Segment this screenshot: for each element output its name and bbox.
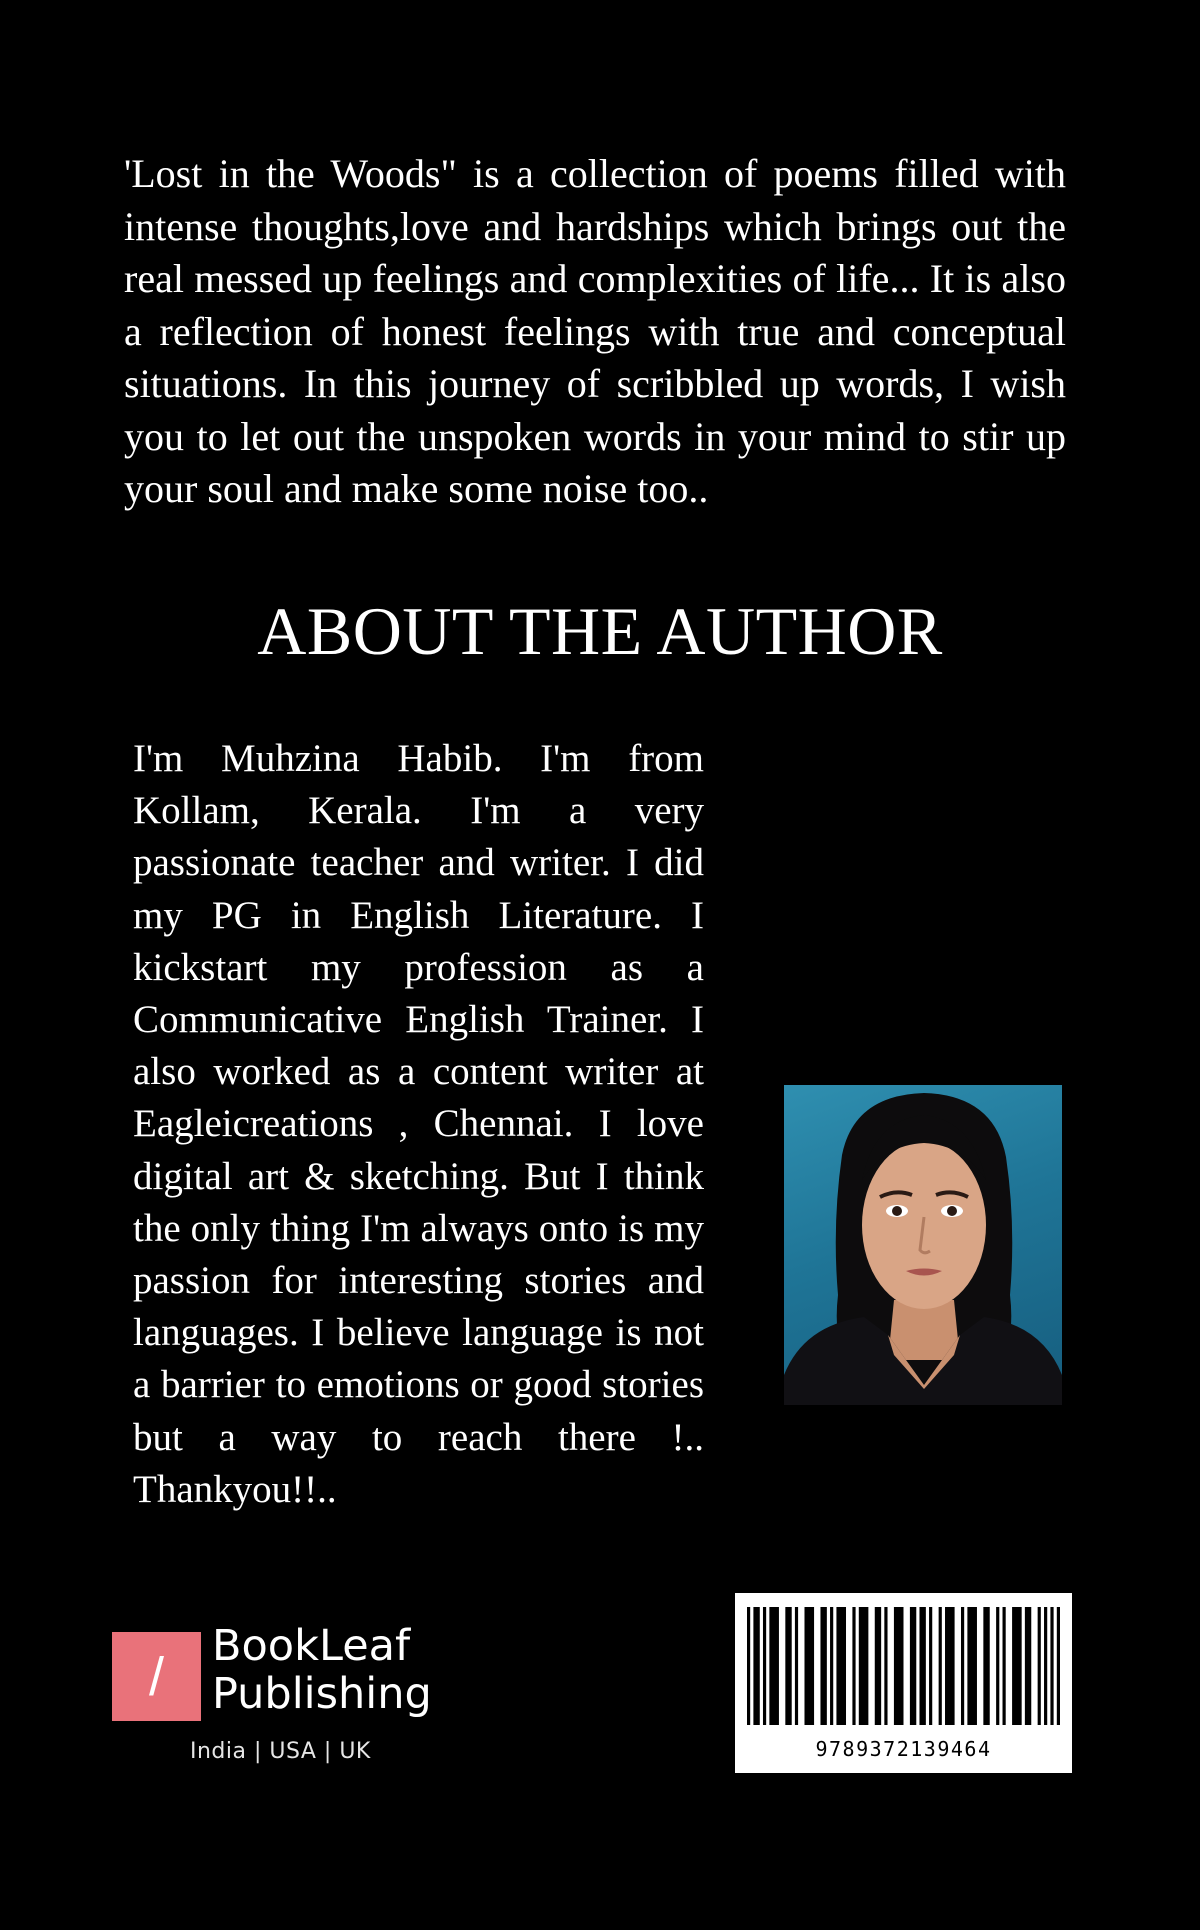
- barcode-bar: [996, 1607, 999, 1725]
- publisher-regions: India | USA | UK: [190, 1739, 371, 1764]
- publisher-name-line1: BookLeaf: [212, 1621, 411, 1671]
- barcode-bar: [939, 1607, 942, 1725]
- barcode-bar: [859, 1607, 869, 1725]
- barcode-bar: [820, 1607, 826, 1725]
- barcode-bar: [795, 1607, 798, 1725]
- barcode-bar: [894, 1607, 904, 1725]
- barcode-bar: [852, 1607, 855, 1725]
- barcode-bar: [961, 1607, 964, 1725]
- barcode-bar: [1038, 1607, 1041, 1725]
- barcode-bar: [830, 1607, 833, 1725]
- barcode-bar: [763, 1607, 766, 1725]
- barcode-bar: [875, 1607, 881, 1725]
- barcode-bar: [1025, 1607, 1031, 1725]
- barcode-bar: [910, 1607, 916, 1725]
- publisher-name: [212, 1622, 432, 1718]
- barcode-bar: [919, 1607, 925, 1725]
- author-portrait-icon: [784, 1085, 1062, 1405]
- barcode-bar: [1012, 1607, 1022, 1725]
- barcode-bar: [1050, 1607, 1053, 1725]
- publisher-logo-mark: [112, 1632, 201, 1721]
- barcode-bar: [1057, 1607, 1060, 1725]
- publisher-name-line2: Publishing: [212, 1669, 432, 1719]
- barcode-bar: [945, 1607, 955, 1725]
- slash-logo-icon: /: [148, 1646, 164, 1707]
- book-blurb: 'Lost in the Woods" is a collection of poems filled with intense thoughts,love and hardships which brings out the real messed up feelings and complexities of life... It is also a reflection of honest feelings with true and conceptual situations. In this journey of scribbled up words, I wish you to let out the unspoken words in your mind to stir up your soul and make some noise too..: [124, 151, 1066, 511]
- barcode-bar: [929, 1607, 932, 1725]
- barcode-bar: [884, 1607, 887, 1725]
- barcode-bar: [1003, 1607, 1006, 1725]
- barcode-bar: [804, 1607, 814, 1725]
- author-bio: I'm Muhzina Habib. I'm from Kollam, Kerala. I'm a very passionate teacher and writer. I did my PG in English Literature. I kickstart my profession as a Communicative English Trainer. I also worked as a content writer at Eagleicreations , Chennai. I love digital art & sketching. But I think the only thing I'm always onto is my passion for interesting stories and languages. I believe language is not a barrier to emotions or good stories but a way to reach there !.. Thankyou!!..: [133, 737, 704, 1511]
- about-author-heading: ABOUT THE AUTHOR: [257, 593, 943, 669]
- barcode-bar: [1044, 1607, 1047, 1725]
- barcode-bar: [836, 1607, 846, 1725]
- barcode-bar: [747, 1607, 750, 1725]
- barcode-bar: [753, 1607, 759, 1725]
- barcode-bar: [769, 1607, 779, 1725]
- isbn-barcode: [735, 1593, 1072, 1773]
- barcode-bar: [983, 1607, 989, 1725]
- author-photo: [784, 1085, 1062, 1405]
- barcode-bar: [967, 1607, 977, 1725]
- barcode-bars-icon: [735, 1593, 1072, 1733]
- isbn-number: 9789372139464: [815, 1737, 992, 1761]
- barcode-bar: [785, 1607, 791, 1725]
